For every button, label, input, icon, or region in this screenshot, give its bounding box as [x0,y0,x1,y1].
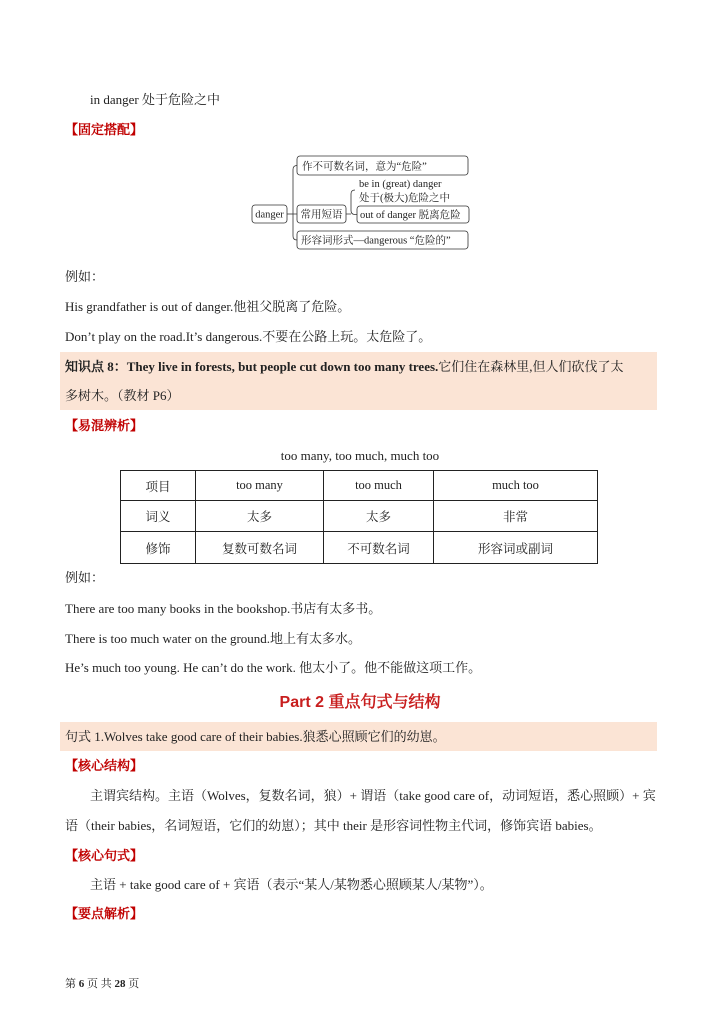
table-row [121,501,598,532]
part-title: Part 2 重点句式与结构 [279,694,441,711]
table-cell: 修饰 [121,532,196,564]
mindmap-phrase-bracket [346,190,357,215]
mindmap-phrase-1: be in (great) danger [359,179,442,190]
intro-phrase: in danger 处于危险之中 [90,92,220,107]
knowledge-point-box [60,352,657,410]
knowledge-point-line [65,357,624,377]
mindmap-root-label: danger [255,209,284,221]
mindmap-main-bracket [293,166,297,241]
mindmap-phrase-2: out of danger 脱离危险 [360,210,461,221]
mindmap-noun-usage-label: 作不可数名词，意为“危险” [302,161,427,173]
core-structure-text: 主谓宾结构。主语（Wolves，复数名词，狼）+ 谓语（take good care of，动词短语，悉心照顾）+ 宾 [90,788,656,803]
table-cell: 太多 [324,501,434,532]
page-footer [65,974,139,994]
core-pattern-text: 主语 + take good care of + 宾语（表示“某人/某物悉心照顾某人/某物”）。 [90,877,493,892]
example-sentence: He’s much too young. He can’t do the work. 他太小了。他不能做这项工作。 [65,660,482,675]
example-sentence: There are too many books in the bookshop.书店有太多书。 [65,601,382,616]
example-sentence: There is too much water on the ground.地上有太多水。 [65,631,362,646]
table-header-row [121,471,598,501]
fixed-collocation-heading: 【固定搭配】 [65,122,144,137]
comparison-table [120,470,598,564]
table-cell: 非常 [434,501,598,532]
examples-label: 例如： [65,269,105,284]
table-cell: much too [434,471,598,501]
danger-mind-map [245,150,475,255]
table-row [121,532,598,564]
mindmap-adjective-label: 形容词形式—dangerous “危险的” [301,235,451,247]
examples-label: 例如： [65,570,105,585]
example-sentence: Don’t play on the road.It’s dangerous.不要在公路上玩。太危险了。 [65,329,432,344]
table-cell: 形容词或副词 [434,532,598,564]
core-structure-text: 语（their babies，名词短语，它们的幼崽）；其中 their 是形容词性物主代词，修饰宾语 babies。 [65,818,602,833]
core-structure-heading: 【核心结构】 [65,758,144,773]
footer-middle: 页 共 [87,978,112,990]
footer-suffix: 页 [128,978,140,990]
table-cell: 项目 [121,471,196,501]
core-pattern-heading: 【核心句式】 [65,848,144,863]
key-sentence: 句式 1.Wolves take good care of their babies.狼悉心照顾它们的幼崽。 [65,729,446,744]
table-cell: 词义 [121,501,196,532]
mindmap-phrase-1-meaning: 处于(极大)危险之中 [359,193,450,204]
table-cell: too many [196,471,324,501]
key-sentence-box [60,722,657,751]
example-sentence: His grandfather is out of danger.他祖父脱离了危险。 [65,299,351,314]
current-page-number: 6 [78,978,85,990]
table-cell: 不可数名词 [324,532,434,564]
total-pages-number: 28 [114,978,126,990]
footer-prefix: 第 [65,978,76,990]
table-cell: 复数可数名词 [196,532,324,564]
confusables-heading: 【易混辨析】 [65,418,144,433]
table-cell: too much [324,471,434,501]
mindmap-phrases-label: 常用短语 [300,209,343,221]
comparison-caption: too many, too much, much too [280,448,440,463]
knowledge-point-sentence: They live in forests, but people cut down too many trees. [126,359,439,374]
knowledge-point-translation: 它们住在森林里,但人们砍伐了太 [438,359,624,374]
knowledge-point-label: 知识点 8： [65,359,127,374]
table-cell: 太多 [196,501,324,532]
knowledge-point-translation-continued: 多树木。（教材 P6） [65,388,180,403]
key-points-heading: 【要点解析】 [65,906,144,921]
